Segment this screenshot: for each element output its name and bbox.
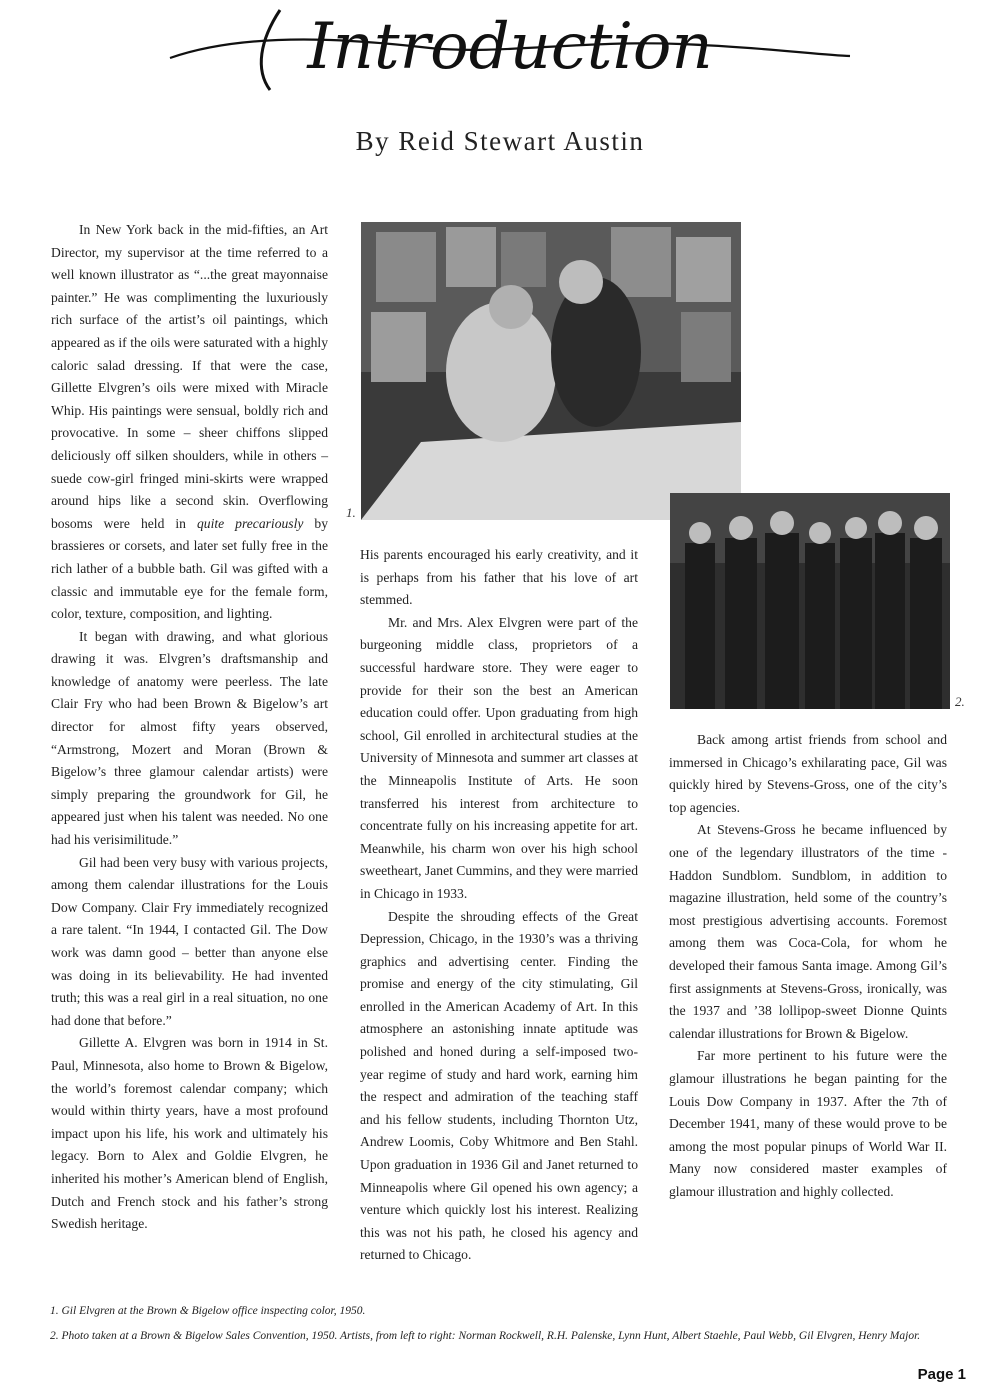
photo-elvgren-inspecting-color — [361, 222, 741, 520]
photo-sales-convention-group — [670, 493, 950, 709]
photo-captions — [50, 1304, 950, 1354]
text-run: In New York back in the mid-fifties, an Art Director, my supervisor at the time referred to a well known illustrator as “...the great mayonnaise painter.” He was complimenting the luxuriously rich surface of the artist’s oil paintings, which appeared as if the oils were saturated with a highly caloric salad dressing. If that were the case, Gillette Elvgren’s oils were mixed with Miracle Whip. His paintings were sensual, boldly rich and provocative. In some – sheer chiffons slipped deliciously off silken shoulders, while in others – suede cow-girl fringed mini-skirts were wrapped around hips like a second skin. Overflowing bosoms were held in — [51, 222, 328, 531]
paragraph: At Stevens-Gross he became influenced by one of the legendary illustrators of the time - Haddon Sundblom. Sundblom, in addition to magazine illustration, held some of the country’s most prestigious advertising accounts. Foremost among them was Coca-Cola, for whom he developed their famous Santa image. Among Gil’s first assignments at Stevens-Gross, ironically, was the 1937 and ’38 lollipop-sweet Dionne Quints calendar illustrations for Brown & Bigelow. — [669, 822, 947, 1041]
page-number: Page 1 — [917, 1366, 966, 1383]
text-column-2 — [360, 544, 638, 1267]
title-text: Introduction — [307, 10, 713, 84]
paragraph — [51, 219, 328, 626]
caption-2: 2. Photo taken at a Brown & Bigelow Sales Convention, 1950. Artists, from left to right: Norman Rockwell, R.H. Palenske, Lynn Hunt, Albert Staehle, Paul Webb, Gil Elvgren, Henry Major. — [50, 1330, 921, 1342]
paragraph: His parents encouraged his early creativity, and it is perhaps from his father that his love of art stemmed. — [360, 547, 638, 608]
emphasis-text: quite precariously — [196, 515, 304, 531]
byline: By Reid Stewart Austin — [355, 126, 645, 156]
paragraph: Gillette A. Elvgren was born in 1914 in St. Paul, Minnesota, also home to Brown & Bigelow, the world’s foremost calendar company; which would within thirty years, have a most profound impact upon his life, his work and ultimately his legacy. Born to Alex and Goldie Elvgren, he inherited his mother’s American blend of English, Dutch and French stock and his father’s strong Swedish heritage. — [51, 1035, 328, 1232]
caption-1: 1. Gil Elvgren at the Brown & Bigelow office inspecting color, 1950. — [50, 1305, 366, 1317]
text-column-1 — [51, 219, 328, 1236]
paragraph: Back among artist friends from school and immersed in Chicago’s exhilarating pace, Gil was quickly hired by Stevens-Gross, one of the city’s top agencies. — [669, 732, 947, 815]
photo-1-number: 1. — [346, 505, 356, 520]
paragraph: Gil had been very busy with various projects, among them calendar illustrations for the Louis Dow Company. Clair Fry immediately recognized a rare talent. “In 1944, I contacted Gil. The Dow work was damn good – better than anyone else was doing in its believability. He had invented truth; this was a real girl in a real situation, no one had done that before.” — [51, 854, 328, 1028]
paragraph: Far more pertinent to his future were the glamour illustrations he began painting for the Louis Dow Company in 1937. After the 7th of December 1941, many of these would prove to be among the most popular pinups of World War II. Many now considered master examples of glamour illustration and highly collected. — [669, 1048, 947, 1199]
page-title — [160, 0, 860, 100]
text-column-3 — [669, 729, 947, 1203]
paragraph: Mr. and Mrs. Alex Elvgren were part of the burgeoning middle class, proprietors of a successful hardware store. They were eager to provide for their son the best an American education could offer. Upon graduating from high school, Gil enrolled in architectural studies at the University of Minnesota and summer art classes at the Minneapolis Institute of Arts. He soon transferred his interest from architecture to concentrate fully on his increasing appetite for art. Meanwhile, his charm won over his high school sweetheart, Janet Cummins, and they were married in Chicago in 1933. — [360, 614, 638, 901]
paragraph: Despite the shrouding effects of the Great Depression, Chicago, in the 1930’s was a thriving graphics and advertising center. Finding the promise and energy of the city stimulating, Gil enrolled in the American Academy of Art. In this atmosphere an astonishing innate aptitude was polished and honed during a self-imposed two-year regime of study and hard work, earning him the respect and admiration of the teaching staff and his fellow students, including Thornton Utz, Andrew Loomis, Coby Whitmore and Ben Stahl. Upon graduation in 1936 Gil and Janet returned to Minneapolis where Gil opened his own agency; a venture which quickly lost his interest. Realizing this was not his path, he closed his agency and returned to Chicago. — [360, 908, 638, 1263]
paragraph: It began with drawing, and what glorious drawing it was. Elvgren’s draftsmanship and knowledge of anatomy were peerless. The late Clair Fry who had been Brown & Bigelow’s art director for almost fifty years observed, “Armstrong, Mozert and Moran (Brown & Bigelow’s three glamour calendar artists) were simply preparing the groundwork for Gil, he appeared just when his talent was needed. No one had his verisimilitude.” — [51, 628, 328, 848]
text-run: by brassieres or corsets, and later set fully free in the rich lather of a bubble bath. Gil was gifted with a classic and immutable eye for the female form, color, texture, composition, and lighting. — [51, 515, 328, 622]
photo-2-number: 2. — [955, 694, 965, 709]
